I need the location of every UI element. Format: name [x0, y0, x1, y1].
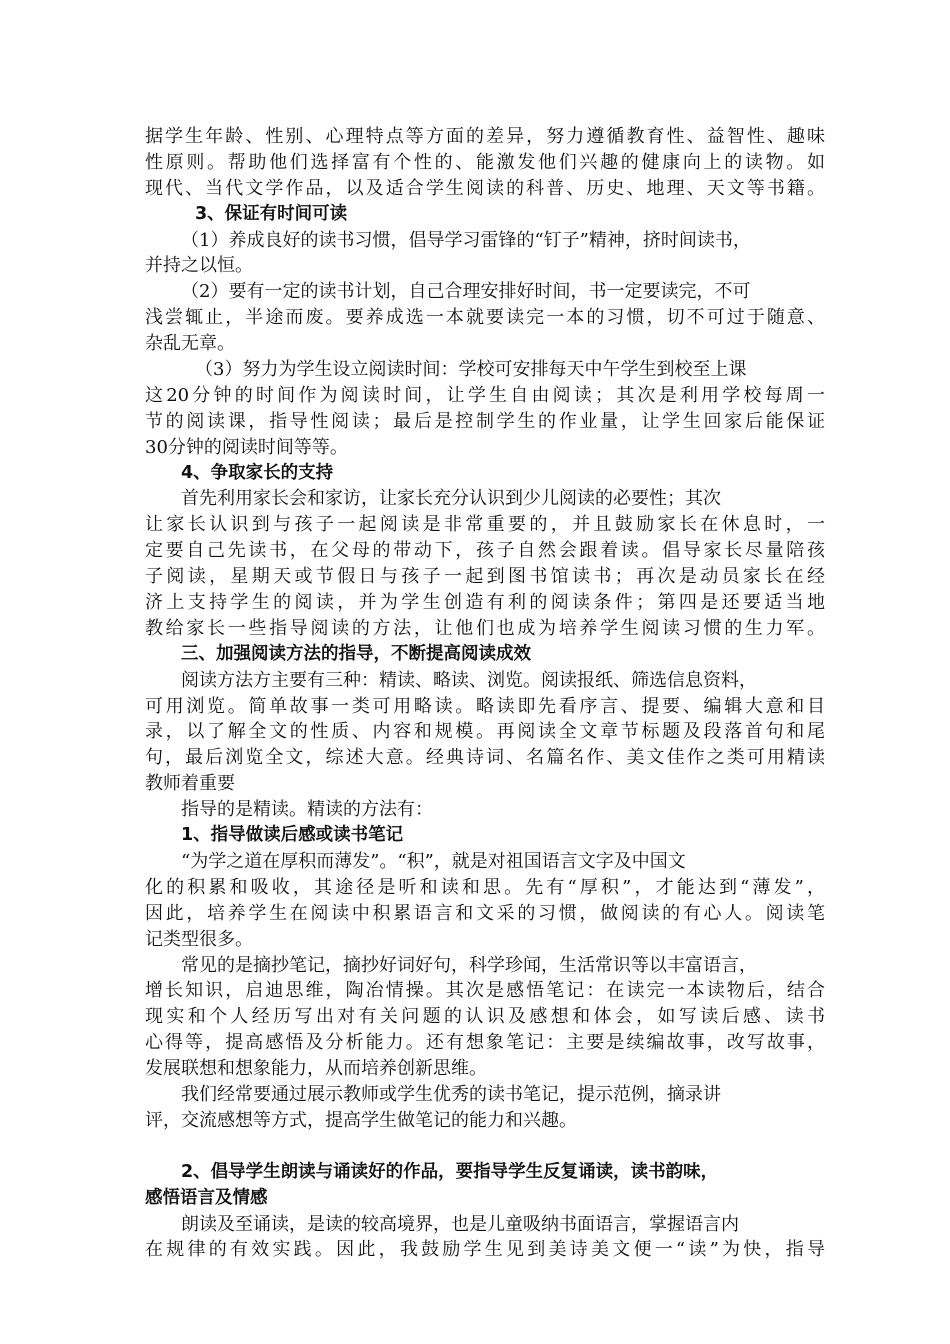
paragraph-line: 教师着重要	[145, 773, 235, 795]
paragraph-line: 在规律的有效实践。因此，我鼓励学生见到美诗美文便一“读”为快，指导	[145, 1239, 825, 1261]
paragraph-line: 录，以了解全文的性质、内容和规模。再阅读全文章节标题及段落首句和尾	[145, 721, 825, 743]
paragraph-line: 增长知识，启迪思维，陶冶情操。其次是感悟笔记：在读完一本读物后，结合	[145, 980, 825, 1002]
paragraph-line: 据学生年龄、性别、心理特点等方面的差异，努力遵循教育性、益智性、趣味	[145, 126, 825, 147]
paragraph-line: “为学之道在厚积而薄发”。“积”，就是对祖国语言文字及中国文	[181, 850, 686, 872]
section-heading: 1、指导做读后感或读书笔记	[181, 825, 404, 846]
paragraph-line: 记类型很多。	[145, 928, 253, 950]
paragraph-line: （1）养成良好的读书习惯，倡导学习雷锋的“钉子”精神，挤时间读书，	[181, 229, 751, 251]
section-heading: 4、争取家长的支持	[181, 462, 334, 483]
paragraph-line: 指导的是精读。精读的方法有：	[181, 799, 433, 821]
paragraph-line: 因此，培养学生在阅读中积累语言和文采的习惯，做阅读的有心人。阅读笔	[145, 902, 825, 924]
paragraph-line: 首先利用家长会和家访，让家长充分认识到少儿阅读的必要性；其次	[181, 488, 721, 510]
paragraph-line: 济上支持学生的阅读，并为学生创造有利的阅读条件；第四是还要适当地	[145, 592, 825, 614]
paragraph-line: 句，最后浏览全文，综述大意。经典诗词、名篇名作、美文佳作之类可用精读	[145, 747, 825, 769]
paragraph-line: 阅读方法方主要有三种：精读、略读、浏览。阅读报纸、筛选信息资料，	[181, 669, 757, 691]
paragraph-line: 评，交流感想等方式，提高学生做笔记的能力和兴趣。	[145, 1109, 577, 1131]
paragraph-line: 性原则。帮助他们选择富有个性的、能激发他们兴趣的健康向上的读物。如	[145, 151, 825, 173]
paragraph-line: 浅尝辄止，半途而废。要养成选一本就要读完一本的习惯，切不可过于随意、	[145, 307, 825, 329]
document-page	[145, 124, 825, 1263]
paragraph-line: 这20分钟的时间作为阅读时间，让学生自由阅读；其次是利用学校每周一	[145, 384, 825, 406]
paragraph-line: 心得等，提高感悟及分析能力。还有想象笔记：主要是续编故事，改写故事，	[145, 1032, 825, 1054]
paragraph-line: 定要自己先读书，在父母的带动下，孩子自然会跟着读。倡导家长尽量陪孩	[145, 540, 825, 562]
paragraph-line: 现实和个人经历写出对有关问题的认识及感想和体会，如写读后感、读书	[145, 1006, 825, 1028]
section-heading: 2、倡导学生朗读与诵读好的作品，要指导学生反复诵读，读书韵味，	[181, 1161, 719, 1182]
paragraph-line: 30分钟的阅读时间等等。	[145, 436, 348, 458]
paragraph-line: 子阅读，星期天或节假日与孩子一起到图书馆读书；再次是动员家长在经	[145, 566, 825, 588]
paragraph-line: 化的积累和吸收，其途径是听和读和思。先有“厚积”，才能达到“薄发”，	[145, 876, 825, 898]
paragraph-line: 杂乱无章。	[145, 333, 235, 355]
paragraph-line: 让家长认识到与孩子一起阅读是非常重要的，并且鼓励家长在休息时，一	[145, 514, 825, 536]
paragraph-line: 现代、当代文学作品，以及适合学生阅读的科普、历史、地理、天文等书籍。	[145, 177, 825, 199]
section-heading: 三、加强阅读方法的指导，不断提高阅读成效	[181, 643, 531, 664]
section-heading: 感悟语言及情感	[145, 1187, 268, 1208]
paragraph-line: （2）要有一定的读书计划，自己合理安排好时间，书一定要读完，不可	[181, 281, 751, 303]
paragraph-gap	[145, 1134, 825, 1160]
paragraph-line: 发展联想和想象能力，从而培养创新思维。	[145, 1058, 487, 1080]
paragraph-line: （3）努力为学生设立阅读时间：学校可安排每天中午学生到校至上课	[195, 359, 747, 381]
paragraph-line: 常见的是摘抄笔记，摘抄好词好句，科学珍闻，生活常识等以丰富语言，	[181, 954, 757, 976]
paragraph-line: 并持之以恒。	[145, 255, 253, 277]
paragraph-line: 朗读及至诵读，是读的较高境界，也是儿童吸纳书面语言，掌握语言内	[181, 1213, 739, 1235]
paragraph-line: 可用浏览。简单故事一类可用略读。略读即先看序言、提要、编辑大意和目	[145, 695, 825, 717]
paragraph-line: 教给家长一些指导阅读的方法，让他们也成为培养学生阅读习惯的生力军。	[145, 617, 825, 639]
paragraph-line: 节的阅读课，指导性阅读；最后是控制学生的作业量，让学生回家后能保证	[145, 410, 825, 432]
paragraph-line: 我们经常要通过展示教师或学生优秀的读书笔记，提示范例，摘录讲	[181, 1083, 721, 1105]
section-heading: 3、保证有时间可读	[195, 203, 348, 224]
